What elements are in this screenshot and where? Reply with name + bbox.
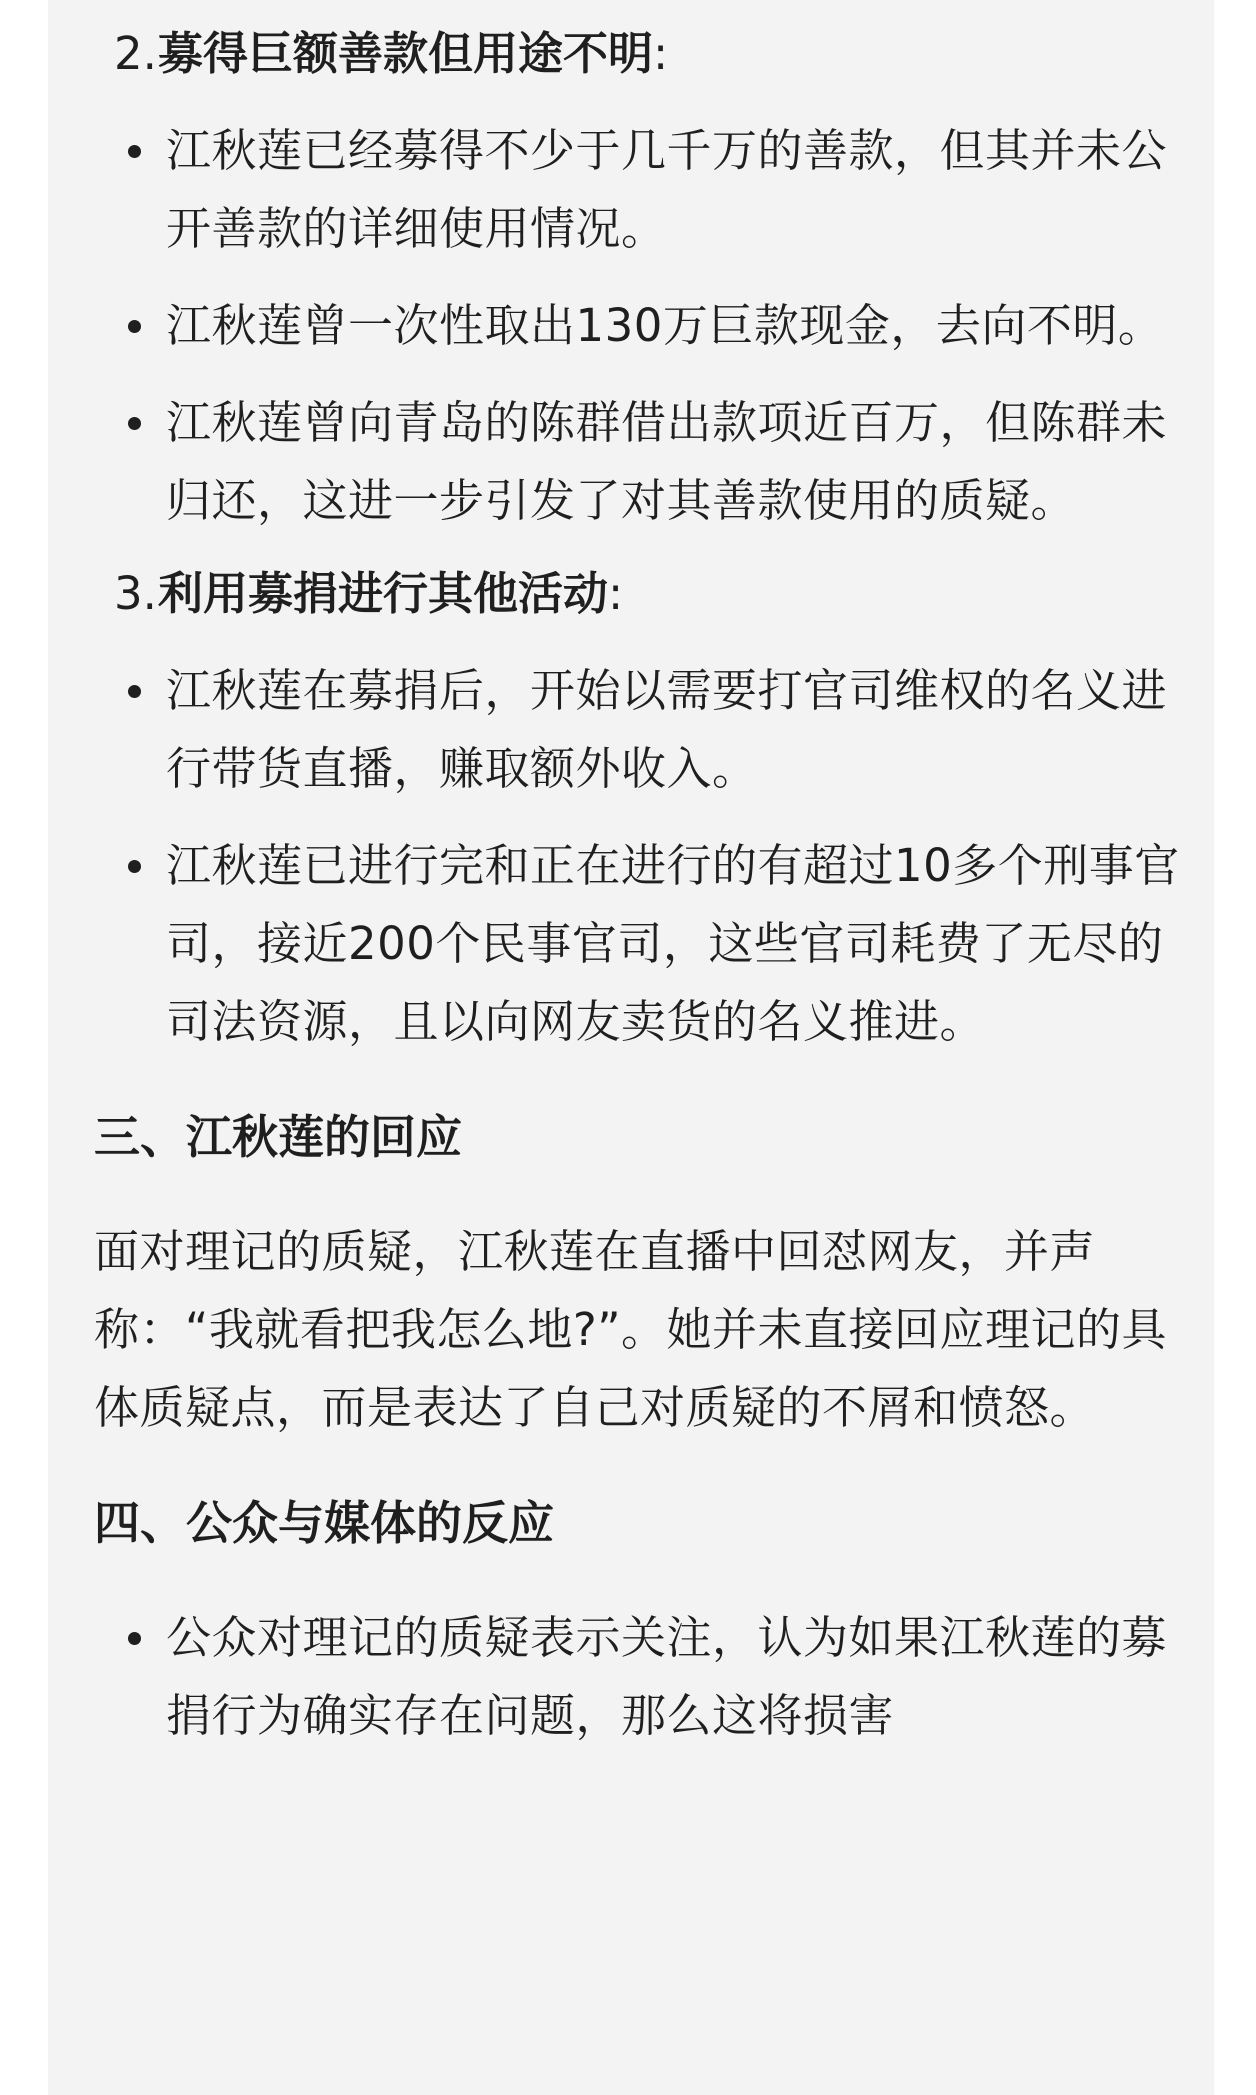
bullet-dot-icon: [128, 685, 141, 698]
bullet-text: 公众对理记的质疑表示关注，认为如果江秋莲的募捐行为确实存在问题，那么这将损害: [166, 1611, 1168, 1742]
bullet-dot-icon: [128, 145, 141, 158]
bullet-item: [94, 112, 1184, 268]
bullet-item: [94, 384, 1184, 540]
list-item-3-heading: [94, 564, 1184, 624]
bullet-text: 江秋莲在募捐后，开始以需要打官司维权的名义进行带货直播，赚取额外收入。: [166, 664, 1168, 795]
bullet-item: [94, 287, 1184, 365]
section-3-title: 三、江秋莲的回应: [94, 1110, 462, 1164]
heading-colon: :: [653, 27, 669, 80]
bullet-text: 江秋莲曾一次性取出130万巨款现金，去向不明。: [166, 299, 1164, 352]
answer-card: [48, 0, 1214, 2095]
list-number: 3.: [114, 567, 157, 620]
bullet-list-section4: [94, 1599, 1184, 1755]
bullet-item: [94, 1599, 1184, 1755]
list-item-2-heading: [94, 24, 1184, 84]
bullet-dot-icon: [128, 860, 141, 873]
bullet-item: [94, 652, 1184, 808]
bullet-text: 江秋莲已经募得不少于几千万的善款，但其并未公开善款的详细使用情况。: [166, 124, 1168, 255]
heading-colon: :: [608, 567, 624, 620]
list-item-title: 利用募捐进行其他活动: [158, 567, 609, 620]
bullet-list-item2: [94, 112, 1184, 540]
bullet-dot-icon: [128, 417, 141, 430]
bullet-dot-icon: [128, 1632, 141, 1645]
bullet-item: [94, 827, 1184, 1061]
bullet-text: 江秋莲曾向青岛的陈群借出款项近百万，但陈群未归还，这进一步引发了对其善款使用的质疑。: [166, 396, 1168, 527]
section-4-title: 四、公众与媒体的反应: [94, 1496, 554, 1550]
bullet-text: 江秋莲已进行完和正在进行的有超过10多个刑事官司，接近200个民事官司，这些官司耗费了无尽的司法资源，且以向网友卖货的名义推进。: [166, 839, 1180, 1048]
bullet-dot-icon: [128, 320, 141, 333]
list-item-title: 募得巨额善款但用途不明: [158, 27, 654, 80]
list-number: 2.: [114, 27, 157, 80]
bullet-list-item3: [94, 652, 1184, 1061]
section-3-paragraph: 面对理记的质疑，江秋莲在直播中回怼网友，并声称：“我就看把我怎么地?”。她并未直接回应理记的具体质疑点，而是表达了自己对质疑的不屑和愤怒。: [94, 1225, 1168, 1434]
answer-content: [94, 0, 1184, 1774]
